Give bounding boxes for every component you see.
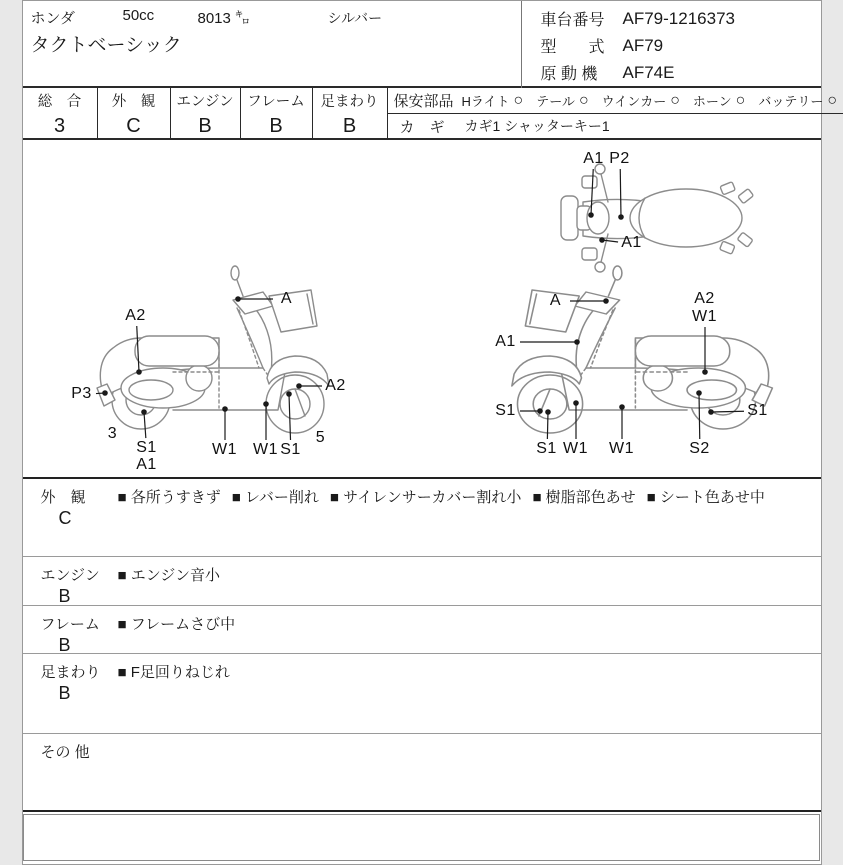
model-name: タクトベーシック bbox=[30, 35, 182, 56]
grade-cells bbox=[23, 88, 388, 138]
grade-cell-0 bbox=[23, 88, 98, 138]
status-circle: ○ bbox=[670, 91, 680, 109]
status-circle: ○ bbox=[513, 91, 524, 109]
remark-row-3 bbox=[23, 654, 821, 734]
damage-code-right_view-0: A bbox=[549, 292, 562, 309]
remark-row-0 bbox=[23, 479, 821, 557]
remarks-section bbox=[23, 479, 821, 811]
remark-label: 足まわり bbox=[40, 664, 101, 681]
remark-grade: B bbox=[58, 635, 71, 655]
damage-code-right_view-7: W1 bbox=[609, 440, 634, 457]
remark-label: フレーム bbox=[40, 616, 100, 633]
chassis-number-value: AF79-1216373 bbox=[622, 8, 735, 28]
engine-code-field bbox=[541, 59, 735, 86]
grade-cell-2 bbox=[171, 88, 241, 138]
leader-dot bbox=[296, 383, 302, 389]
safety-item-name: Hライト bbox=[461, 94, 510, 109]
leader-dot bbox=[696, 390, 702, 396]
remark-items bbox=[118, 565, 813, 587]
status-circle: ○ bbox=[827, 91, 838, 109]
safety-item-name: ホーン bbox=[692, 94, 732, 109]
damage-code-right_view-9: S1 bbox=[747, 402, 768, 419]
grade-value: B bbox=[198, 115, 212, 137]
body-color: シルバー bbox=[327, 10, 383, 26]
chassis-number-label: 車台番号 bbox=[540, 12, 605, 29]
grade-label: 足まわり bbox=[320, 94, 379, 110]
remark-grade: B bbox=[58, 683, 71, 703]
damage-code-left_view-2: P3 bbox=[71, 385, 92, 402]
grade-table bbox=[23, 88, 838, 140]
vehicle-id-fields bbox=[541, 5, 735, 86]
damage-code-left_view-6: W1 bbox=[212, 441, 237, 458]
model-code-value: AF79 bbox=[622, 35, 664, 55]
grade-value: C bbox=[126, 115, 141, 137]
grade-value: B bbox=[342, 115, 357, 137]
section-divider-thick bbox=[23, 810, 821, 812]
remark-items bbox=[118, 487, 813, 509]
damage-code-top_view-2: A1 bbox=[621, 234, 642, 251]
safety-item-name: ウインカー bbox=[601, 94, 667, 109]
header-section bbox=[23, 1, 821, 88]
leader-dot bbox=[702, 369, 708, 375]
leader-dot bbox=[141, 409, 147, 415]
model-code-label: 型 式 bbox=[540, 39, 605, 56]
damage-code-right_view-5: S1 bbox=[536, 440, 557, 457]
leader-line bbox=[144, 412, 146, 438]
remark-item: ■ シート色あせ中 bbox=[646, 489, 765, 506]
leader-dot bbox=[537, 408, 543, 414]
damage-code-top_view-0: A1 bbox=[583, 150, 604, 167]
leader-dot bbox=[574, 339, 580, 345]
safety-parts-panel bbox=[388, 88, 843, 138]
safety-items bbox=[462, 91, 843, 110]
grade-label: 総 合 bbox=[37, 94, 82, 110]
status-circle: ○ bbox=[578, 91, 589, 109]
leader-line bbox=[547, 412, 548, 439]
damage-code-right_view-6: W1 bbox=[563, 440, 588, 457]
remark-item: ■ フレームさび中 bbox=[117, 616, 236, 633]
grade-cell-4 bbox=[313, 88, 388, 138]
header-divider bbox=[521, 1, 522, 88]
damage-diagram-area bbox=[23, 140, 821, 479]
key-value: カギ1 シャッターキー1 bbox=[464, 118, 610, 134]
remark-row-1 bbox=[23, 557, 821, 606]
remark-label: エンジン bbox=[40, 567, 100, 584]
leader-line bbox=[699, 393, 700, 439]
leader-dot bbox=[263, 401, 269, 407]
damage-code-top_view-1: P2 bbox=[609, 150, 630, 167]
leader-line bbox=[620, 169, 621, 217]
grade-cell-3 bbox=[241, 88, 313, 138]
auction-sheet bbox=[22, 0, 838, 865]
remark-grade: B bbox=[58, 586, 71, 606]
damage-code-left_view-0: A bbox=[280, 290, 293, 307]
grade-value: 3 bbox=[53, 115, 66, 137]
grade-label: エンジン bbox=[176, 94, 234, 110]
remark-item: ■ 樹脂部色あせ bbox=[532, 489, 636, 506]
leader-dot bbox=[573, 400, 579, 406]
grade-cell-1 bbox=[98, 88, 171, 138]
safety-item-name: テール bbox=[536, 94, 575, 109]
leader-dot bbox=[618, 214, 624, 220]
damage-code-left_view-8: S1 bbox=[280, 441, 301, 458]
leader-dot bbox=[619, 404, 625, 410]
damage-code-left_view-4: S1 bbox=[136, 439, 157, 456]
safety-parts-row bbox=[388, 88, 843, 114]
displacement: 50cc bbox=[122, 7, 155, 24]
leader-line bbox=[711, 411, 744, 412]
leader-dot bbox=[235, 296, 241, 302]
safety-item-2 bbox=[602, 91, 680, 110]
key-row bbox=[388, 114, 843, 138]
model-code-field bbox=[541, 32, 735, 59]
key-label: カ ギ bbox=[399, 118, 445, 136]
leader-dot bbox=[708, 409, 714, 415]
damage-code-right_view-1: A1 bbox=[495, 333, 516, 350]
damage-code-right_view-2: A2 bbox=[694, 290, 715, 307]
safety-parts-label: 保安部品 bbox=[393, 93, 454, 110]
remark-row-2 bbox=[23, 606, 821, 654]
damage-code-right_view-4: S1 bbox=[495, 402, 516, 419]
remark-label: その 他 bbox=[40, 744, 90, 761]
leader-dot bbox=[222, 406, 228, 412]
leader-dot bbox=[599, 237, 605, 243]
remark-row-4 bbox=[23, 734, 821, 811]
damage-code-right_view-8: S2 bbox=[689, 440, 710, 457]
safety-item-3 bbox=[693, 91, 745, 110]
damage-code-left_view-3: 3 bbox=[107, 425, 118, 442]
leader-dot bbox=[136, 369, 142, 375]
damage-code-left_view-9: A2 bbox=[325, 377, 346, 394]
engine-code-value: AF74E bbox=[622, 62, 675, 82]
engine-code-label: 原 動 機 bbox=[540, 66, 598, 83]
mileage: 8013 ㌔ bbox=[197, 10, 251, 27]
leader-dot bbox=[588, 212, 594, 218]
leader-dot bbox=[286, 391, 292, 397]
damage-code-left_view-1: A2 bbox=[125, 307, 146, 324]
remark-item: ■ レバー削れ bbox=[231, 489, 319, 506]
grade-value: B bbox=[269, 115, 283, 137]
remark-items bbox=[118, 662, 813, 684]
remark-item: ■ エンジン音小 bbox=[117, 567, 220, 584]
damage-code-left_view-5: A1 bbox=[136, 456, 157, 473]
damage-code-left_view-10: 5 bbox=[315, 429, 326, 446]
remark-item: ■ F足回りねじれ bbox=[117, 664, 230, 681]
notes-empty-box bbox=[23, 814, 820, 861]
safety-item-1 bbox=[536, 91, 588, 110]
safety-item-name: バッテリー bbox=[758, 94, 824, 109]
status-circle: ○ bbox=[735, 91, 746, 109]
damage-code-right_view-3: W1 bbox=[692, 308, 717, 325]
remark-label: 外 観 bbox=[40, 489, 86, 506]
safety-item-0 bbox=[462, 91, 524, 110]
chassis-number-field bbox=[541, 5, 735, 32]
remark-item: ■ 各所うすきず bbox=[117, 489, 221, 506]
grade-label: 外 観 bbox=[111, 94, 156, 110]
maker: ホンダ bbox=[30, 10, 75, 27]
remark-items bbox=[118, 614, 813, 636]
leader-dot bbox=[545, 409, 551, 415]
damage-code-left_view-7: W1 bbox=[253, 441, 278, 458]
leader-dot bbox=[102, 390, 108, 396]
remark-grade: C bbox=[58, 508, 72, 528]
leader-dot bbox=[603, 298, 609, 304]
grade-label: フレーム bbox=[247, 94, 305, 110]
remark-item: ■ サイレンサーカバー割れ小 bbox=[329, 489, 522, 506]
safety-item-4 bbox=[758, 91, 837, 110]
